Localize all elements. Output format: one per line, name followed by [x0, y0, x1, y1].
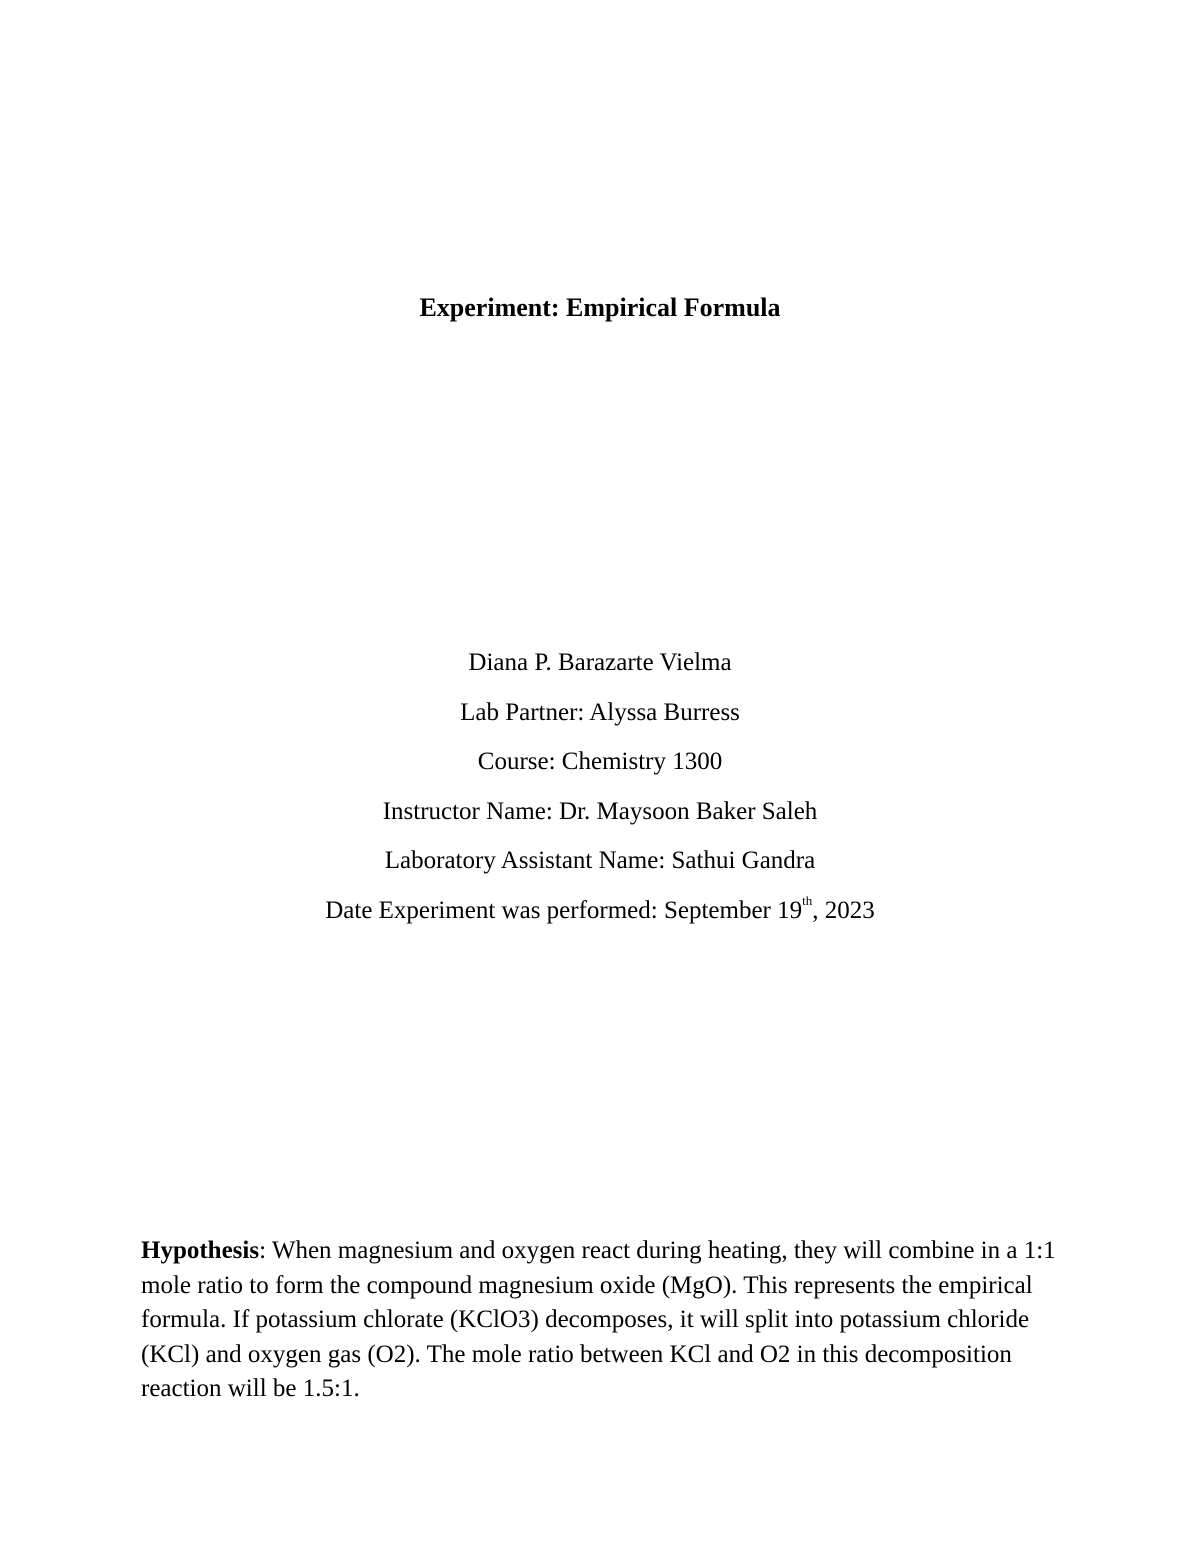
- hypothesis-label: Hypothesis: [141, 1237, 260, 1264]
- instructor-name: Instructor Name: Dr. Maysoon Baker Saleh: [382, 797, 818, 825]
- course: Course: Chemistry 1300: [477, 748, 723, 775]
- hypothesis-colon: :: [259, 1237, 267, 1264]
- experiment-date-year: , 2023: [812, 896, 875, 924]
- page-title: Experiment: Empirical Formula: [419, 293, 781, 322]
- author-name: Diana P. Barazarte Vielma: [468, 649, 732, 676]
- hypothesis-text: When magnesium and oxygen react during heating, they will combine in a 1:1 mole ratio to form the compound magnesium oxide (MgO). This represents the empirical formula. If potassium chlorate (KClO3) decomposes, it will split into potassium chloride (KCl) and oxygen gas (O2). The mole ratio between KCl and O2 in this decomposition reaction will be 1.5:1.: [141, 1237, 1056, 1402]
- date-ordinal-suffix: th: [802, 893, 813, 909]
- lab-assistant-name: Laboratory Assistant Name: Sathui Gandra: [384, 847, 816, 874]
- experiment-date-text: Date Experiment was performed: September 19: [325, 896, 803, 924]
- lab-partner: Lab Partner: Alyssa Burress: [460, 698, 740, 726]
- experiment-date: [0, 886, 1200, 936]
- title-page-info: [0, 638, 1200, 935]
- hypothesis-paragraph: [141, 1234, 1061, 1407]
